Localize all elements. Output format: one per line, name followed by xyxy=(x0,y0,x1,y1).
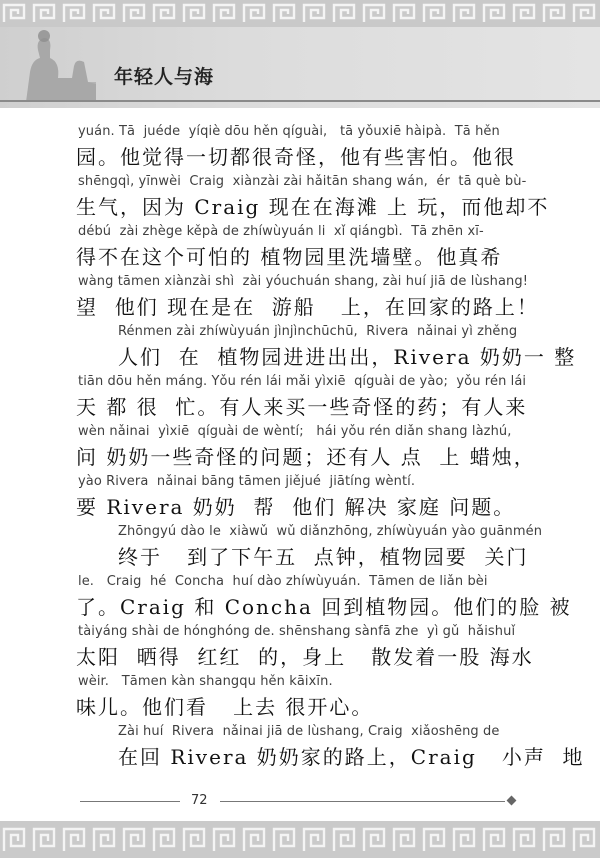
hanzi-line: 终于 到了下午五 点钟，植物园要 关门 xyxy=(118,545,529,569)
hanzi-line: 望 他们 现在是在 游船 上，在回家的路上！ xyxy=(76,295,539,319)
hanzi-line: 要 Rivera 奶奶 帮 他们 解决 家庭 问题。 xyxy=(76,495,516,519)
pinyin-line: Zhōngyú dào le xiàwǔ wǔ diǎnzhōng, zhíwùyuán yào guānmén xyxy=(118,524,543,539)
hanzi-line: 问 奶奶一些奇怪的问题；还有人 点 上 蜡烛， xyxy=(76,445,536,469)
hanzi-line: 生气，因为 Craig 现在在海滩 上 玩，而他却不 xyxy=(76,195,550,219)
book-title: 年轻人与海 xyxy=(114,66,215,88)
pinyin-line: wàng tāmen xiànzài shì zài yóuchuán shang, zài huí jiā de lùshang! xyxy=(78,274,529,289)
hanzi-line: 得不在这个可怕的 植物园里洗墙壁。他真希 xyxy=(76,245,503,269)
pinyin-line: le. Craig hé Concha huí dào zhíwùyuán. Tāmen de liǎn bèi xyxy=(78,574,488,589)
pinyin-line: yuán. Tā juéde yíqiè dōu hěn qíguài, tā yǒuxiē hàipà. Tā hěn xyxy=(78,124,500,139)
page-number: 72 xyxy=(191,793,208,808)
pinyin-line: tiān dōu hěn máng. Yǒu rén lái mǎi yìxiē qíguài de yào; yǒu rén lái xyxy=(78,374,527,389)
footer-diamond-icon xyxy=(507,796,517,806)
footer-rule-left xyxy=(80,801,180,802)
pinyin-line: shēngqì, yīnwèi Craig xiànzài zài hǎitān shang wán, ér tā què bù- xyxy=(78,174,527,189)
pinyin-line: débú zài zhège kěpà de zhíwùyuán li xǐ qiángbì. Tā zhēn xī- xyxy=(78,224,484,239)
pinyin-line: wèir. Tāmen kàn shangqu hěn kāixīn. xyxy=(78,674,333,689)
hanzi-line: 太阳 晒得 红红 的，身上 散发着一股 海水 xyxy=(76,645,534,669)
hanzi-line: 人们 在 植物园进进出出，Rivera 奶奶一 整 xyxy=(118,345,577,369)
hanzi-line: 味儿。他们看 上去 很开心。 xyxy=(76,695,374,719)
pinyin-line: Rénmen zài zhíwùyuán jìnjìnchūchū, Rivera nǎinai yì zhěng xyxy=(118,324,518,339)
pinyin-line: Zài huí Rivera nǎinai jiā de lùshang, Craig xiǎoshēng de xyxy=(118,724,500,739)
header-divider xyxy=(0,100,600,102)
bottom-decorative-border xyxy=(0,821,600,858)
hanzi-line: 园。他觉得一切都很奇怪，他有些害怕。他很 xyxy=(76,145,516,169)
hanzi-line: 在回 Rivera 奶奶家的路上，Craig 小声 地 xyxy=(118,745,585,769)
pinyin-line: yào Rivera nǎinai bāng tāmen jiějué jiātíng wèntí. xyxy=(78,474,416,489)
statue-illustration-icon xyxy=(16,22,106,104)
pinyin-line: tàiyáng shài de hónghóng de. shēnshang sànfā zhe yì gǔ hǎishuǐ xyxy=(78,624,516,639)
footer-rule-right xyxy=(220,801,505,802)
hanzi-line: 了。Craig 和 Concha 回到植物园。他们的脸 被 xyxy=(76,595,572,619)
pinyin-line: wèn nǎinai yìxiē qíguài de wèntí; hái yǒu rén diǎn shang làzhú, xyxy=(78,424,512,439)
hanzi-line: 天 都 很 忙。有人来买一些奇怪的药；有人来 xyxy=(76,395,528,419)
